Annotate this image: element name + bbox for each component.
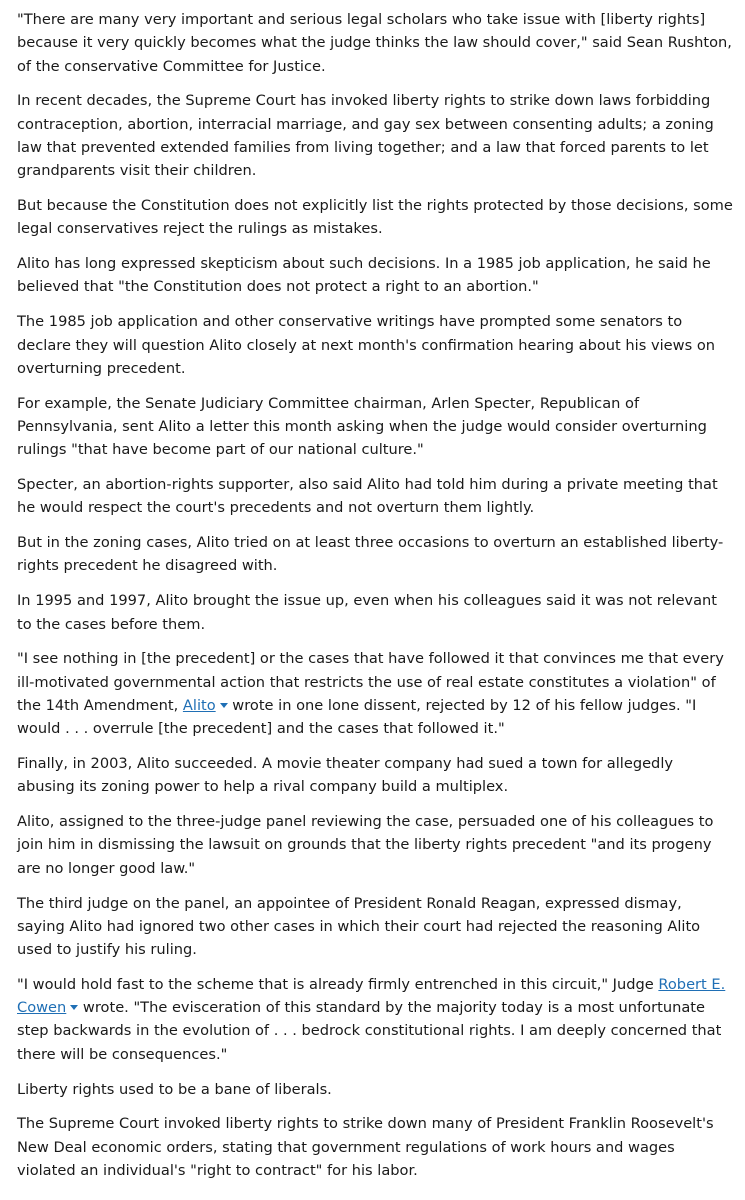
paragraph: In recent decades, the Supreme Court has invoked liberty rights to strike down laws forbidding contraception, abortion, interracial marriage, and gay sex between consenting adults; a zoning law that prevented extended families from living together; and a law that forced parents to let grandparents visit their children. xyxy=(17,92,714,180)
paragraph: "There are many very important and serious legal scholars who take issue with [liberty rights] because it very quickly becomes what the judge thinks the law should cover," said Sean Rushton, of the conservative Committee for Justice. xyxy=(17,11,732,75)
paragraph-cowen-quote xyxy=(17,973,733,1066)
paragraph: The 1985 job application and other conservative writings have prompted some senators to declare they will question Alito closely at next month's confirmation hearing about his views on overturning precedent. xyxy=(17,313,715,377)
quote-text: wrote. "The evisceration of this standard by the majority today is a most unfortunate step backwards in the evolution of . . . bedrock constitutional rights. I am deeply concerned that there will be consequences." xyxy=(17,999,722,1063)
paragraph: The third judge on the panel, an appointee of President Ronald Reagan, expressed dismay, saying Alito had ignored two other cases in which their court had rejected the reasoning Alito used to justify his ruling. xyxy=(17,894,701,959)
quote-text: "I would hold fast to the scheme that is already firmly entrenched in this circuit," Judge xyxy=(17,975,659,993)
paragraph: In 1995 and 1997, Alito brought the issue up, even when his colleagues said it was not relevant to the cases before them. xyxy=(17,592,717,633)
paragraph: Specter, an abortion-rights supporter, also said Alito had told him during a private meeting that he would respect the court's precedents and not overturn them lightly. xyxy=(17,476,718,517)
paragraph: For example, the Senate Judiciary Committee chairman, Arlen Specter, Republican of Pennsylvania, sent Alito a letter this month asking when the judge would consider overturning rulings "that have become part of our national culture." xyxy=(17,394,707,459)
paragraph: But because the Constitution does not explicitly list the rights protected by those decisions, some legal conservatives reject the rulings as mistakes. xyxy=(17,197,733,238)
alito-link[interactable]: Alito xyxy=(182,696,216,714)
quote-text: wrote in one lone dissent, rejected by 12 of his fellow judges. "I would . . . overrule [the precedent] and the cases that followed it." xyxy=(17,696,697,738)
dropdown-caret-icon[interactable] xyxy=(220,703,228,708)
robert-e-cowen-link[interactable]: Robert E. Cowen xyxy=(17,975,726,1017)
paragraph: Finally, in 2003, Alito succeeded. A movie theater company had sued a town for allegedly abusing its zoning power to help a rival company build a multiplex. xyxy=(17,755,674,796)
paragraph: But in the zoning cases, Alito tried on at least three occasions to overturn an established liberty-rights precedent he disagreed with. xyxy=(17,534,724,575)
paragraph: Alito has long expressed skepticism about such decisions. In a 1985 job application, he said he believed that "the Constitution does not protect a right to an abortion." xyxy=(17,255,711,296)
quote-text: "I see nothing in [the precedent] or the cases that have followed it that convinces me that every ill-motivated governmental action that restricts the use of real estate constitutes a violation" of the 14th Amendment, xyxy=(17,650,724,714)
paragraph: Alito, assigned to the three-judge panel reviewing the case, persuaded one of his colleagues to join him in dismissing the lawsuit on grounds that the liberty rights precedent "and its progeny are no longer good law." xyxy=(17,813,714,877)
paragraph: Liberty rights used to be a bane of liberals. xyxy=(17,1080,332,1098)
paragraph-alito-dissent xyxy=(17,647,733,740)
paragraph: The Supreme Court invoked liberty rights to strike down many of President Franklin Roosevelt's New Deal economic orders, stating that government regulations of work hours and wages violated an individual's "right to contract" for his labor. xyxy=(17,1115,714,1179)
